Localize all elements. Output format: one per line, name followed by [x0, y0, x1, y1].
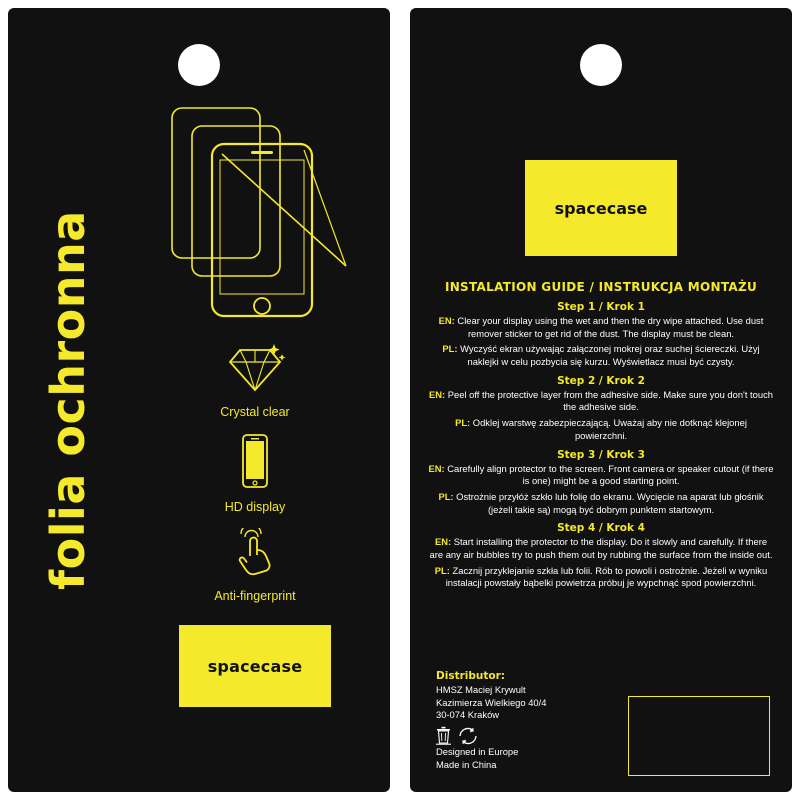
step-body-pl: Odklej warstwę zabezpieczającą. Uważaj aby nie dotknąć klejonej powierzchni.: [472, 417, 747, 441]
guide-title: INSTALATION GUIDE / INSTRUKCJA MONTAŻU: [444, 280, 758, 294]
step-heading: Step 2 / Krok 2: [557, 374, 645, 387]
step-text-pl: [428, 565, 774, 590]
step-body-pl: Ostrożnie przyłóż szkło lub folię do ekranu. Wycięcie na aparat lub głośnik (jeżeli takie są) mogą być dobrym punktem startowym.: [456, 490, 764, 515]
package-front-card: [8, 8, 390, 792]
feature-label: Crystal clear: [220, 405, 290, 419]
front-brand-logo: [179, 625, 331, 707]
step-text-en: [428, 389, 774, 414]
lang-label-pl: PL:: [455, 417, 471, 429]
distributor-line: 30-074 Kraków: [436, 709, 500, 721]
phone-screen-icon: [235, 433, 275, 494]
step-heading: Step 1 / Krok 1: [557, 301, 645, 313]
feature-anti-fingerprint: [214, 528, 295, 603]
step-body-pl: Wyczyść ekran używając załączonej mokrej oraz suchej ściereczki. Użyj naklejki w celu pozbycia się kurzu. Wyświetlacz musi być czysty.: [460, 343, 760, 368]
distributor-block: [436, 670, 626, 722]
lang-label-pl: PL:: [434, 564, 450, 576]
step-text-pl: [428, 417, 774, 442]
step-body-pl: Zacznij przyklejanie szkła lub folii. Rób to powoli i ostrożnie. Jeżeli w wyniku instalacji powstały bąbelki powietrza próbuj je wypchnąć spod powierzchni.: [445, 564, 768, 589]
distributor-title: Distributor:: [436, 670, 505, 682]
phone-illustration: [150, 98, 360, 328]
package-back-card: [410, 8, 792, 792]
step-body-en: Start installing the protector to the display. Do it slowly and carefully. If there are any air bubbles try to push them out by rubbing the surface from the inside out.: [429, 536, 773, 560]
lang-label-en: EN:: [428, 462, 445, 474]
diamond-icon: [224, 342, 286, 399]
step-text-en: [428, 463, 774, 488]
origin-block: [436, 746, 626, 771]
installation-guide: [428, 280, 774, 593]
front-content: [126, 94, 384, 784]
lang-label-en: EN:: [438, 315, 455, 326]
back-brand-logo: [525, 160, 677, 256]
brand-name: spacecase: [554, 198, 648, 218]
lang-label-pl: PL:: [438, 490, 454, 502]
step-body-en: Peel off the protective layer from the adhesive side. Make sure you don't touch the adhesive side.: [447, 388, 773, 413]
brand-name: spacecase: [207, 656, 303, 676]
step-text-en: [428, 536, 774, 561]
lang-label-en: EN:: [434, 536, 452, 548]
step-body-en: Carefully align protector to the screen. Front camera or speaker cutout (if there is one) might be a good starting point.: [447, 462, 774, 487]
distributor-line: Kazimierza Wielkiego 40/4: [436, 696, 547, 708]
step-text-pl: [428, 343, 774, 368]
feature-hd-display: [225, 433, 285, 514]
feature-label: Anti-fingerprint: [214, 589, 296, 603]
step-body-en: Clear your display using the wet and then the dry wipe attached. Use dust remover sticker to get rid of the dust. The display must be clean.: [457, 315, 764, 339]
hand-touch-icon: [231, 528, 279, 583]
distributor-line: HMSZ Maciej Krywult: [436, 684, 526, 695]
feature-label: HD display: [224, 500, 286, 514]
designed-in: Designed in Europe: [436, 746, 519, 757]
step-text-pl: [428, 491, 774, 516]
lang-label-en: EN:: [428, 388, 446, 400]
step-heading: Step 3 / Krok 3: [557, 448, 645, 461]
step-heading: Step 4 / Krok 4: [557, 522, 645, 535]
hang-hole: [178, 44, 220, 86]
made-in: Made in China: [436, 758, 497, 770]
front-title-text: folia ochronna: [41, 210, 95, 590]
lang-label-pl: PL:: [442, 343, 458, 355]
feature-crystal-clear: [220, 342, 289, 419]
front-title: [12, 8, 124, 792]
back-content: [410, 8, 792, 792]
barcode-placeholder: [628, 696, 770, 776]
step-text-en: [428, 315, 774, 340]
